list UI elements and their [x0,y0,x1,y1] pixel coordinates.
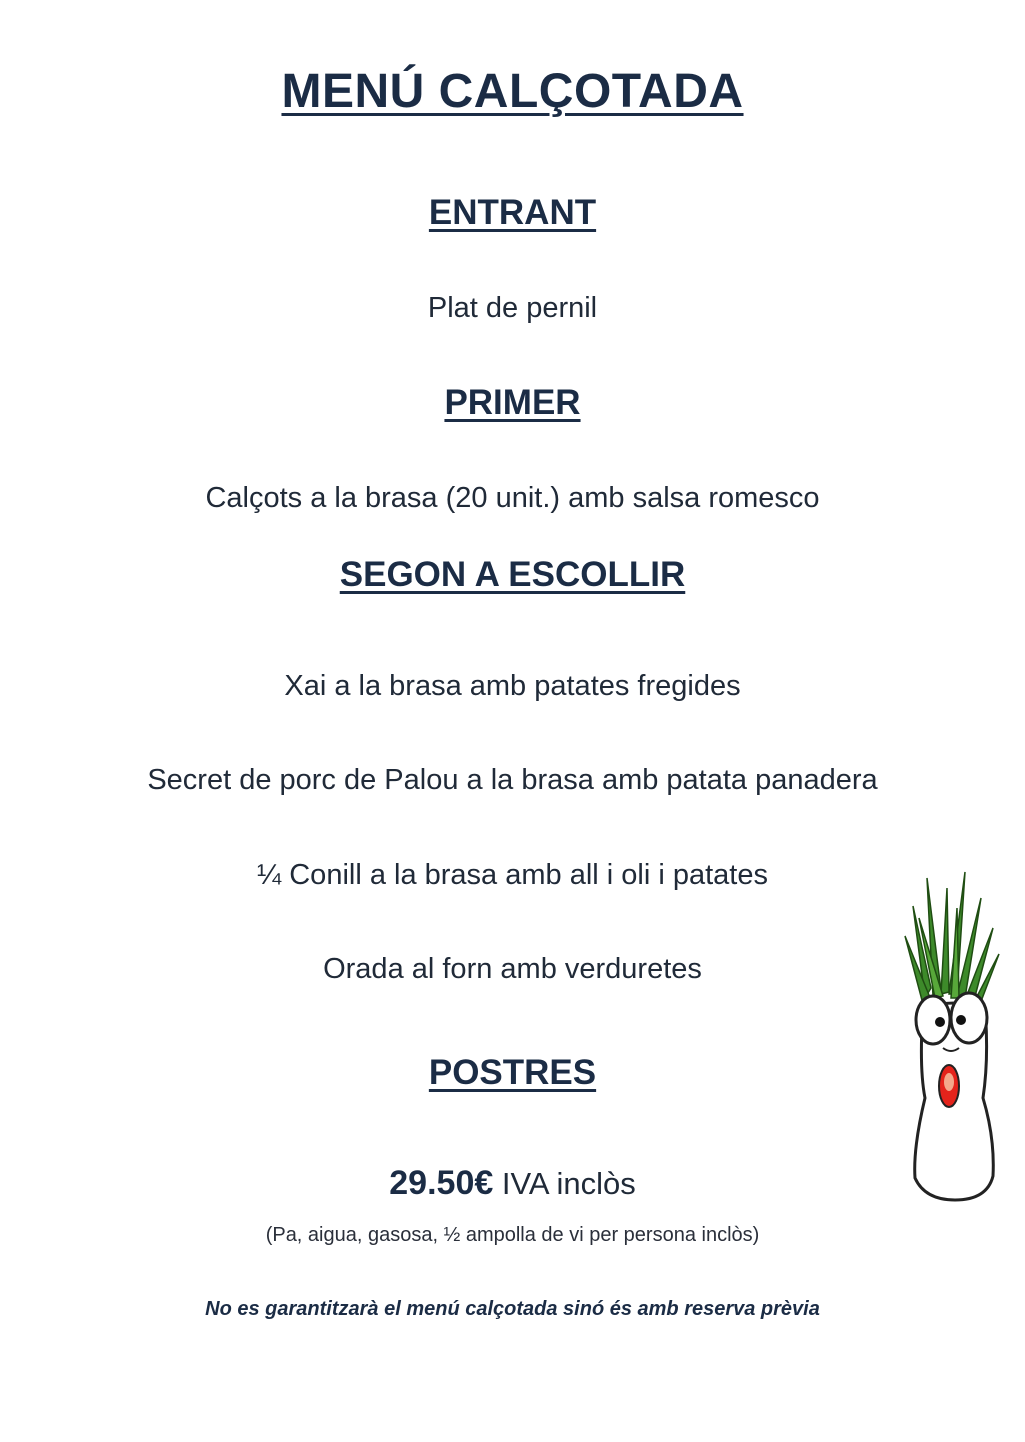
left-eye [916,996,950,1044]
dish-item: ¼ Conill a la brasa amb all i oli i patates [257,859,768,891]
dish-item: Orada al forn amb verduretes [323,953,702,985]
dish-item: Xai a la brasa amb patates fregides [284,670,741,702]
dish-item: Calçots a la brasa (20 unit.) amb salsa romesco [205,482,820,514]
menu-title [0,64,1025,119]
price-line [0,1164,1025,1203]
section-heading-entrant: ENTRANT [428,193,597,232]
right-pupil [956,1015,966,1025]
section-heading-primer: PRIMER [444,383,581,422]
section-heading-segon: SEGON A ESCOLLIR [339,555,686,594]
section-heading-postres: POSTRES [428,1053,597,1092]
includes-note: (Pa, aigua, gasosa, ½ ampolla de vi per persona inclòs) [265,1224,760,1246]
leaves [905,872,999,1012]
reservation-note: No es garantitzarà el menú calçotada sinó és amb reserva prèvia [205,1298,820,1320]
dish-item: Secret de porc de Palou a la brasa amb patata panadera [147,764,878,796]
dish-item: Plat de pernil [427,292,598,324]
price-amount: 29.50€ [389,1164,494,1202]
menu-title-text: MENÚ CALÇOTADA [281,65,744,118]
right-eye [951,993,987,1043]
tax-note: IVA inclòs [501,1166,636,1201]
left-pupil [935,1017,945,1027]
calcot-mascot-icon [885,858,1015,1208]
